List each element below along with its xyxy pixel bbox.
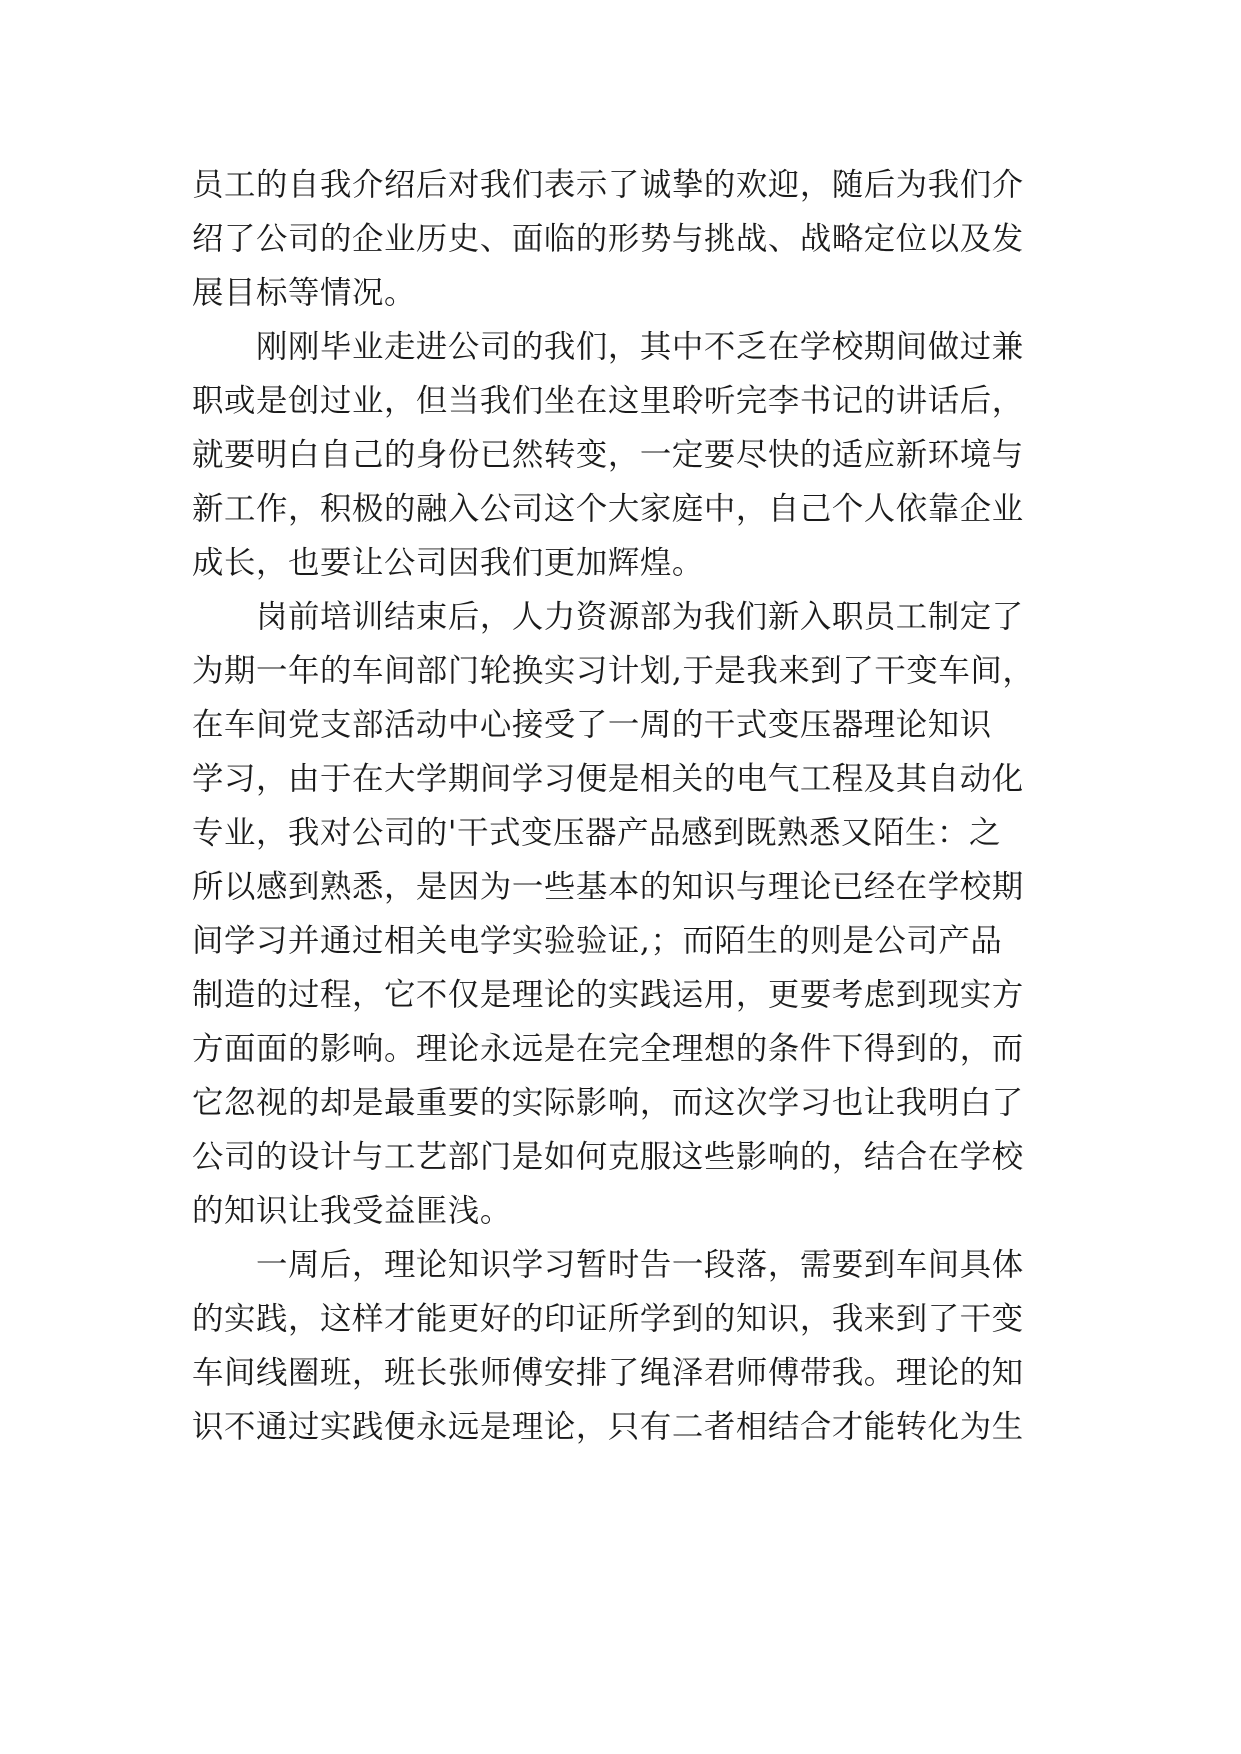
- text-line: 刚刚毕业走进公司的我们，其中不乏在学校期间做过兼: [192, 329, 1024, 365]
- text-line: 它忽视的却是最重要的实际影响，而这次学习也让我明白了: [192, 1085, 1024, 1121]
- text-line: 岗前培训结束后，人力资源部为我们新入职员工制定了: [192, 599, 1024, 635]
- text-line: 的实践，这样才能更好的印证所学到的知识，我来到了干变: [192, 1301, 1024, 1337]
- text-line: 方面面的影响。理论永远是在完全理想的条件下得到的，而: [192, 1031, 1024, 1067]
- text-line: 新工作，积极的融入公司这个大家庭中，自己个人依靠企业: [192, 491, 1024, 527]
- text-line: 识不通过实践便永远是理论，只有二者相结合才能转化为生: [192, 1409, 1024, 1445]
- text-line: 为期一年的车间部门轮换实习计划,于是我来到了干变车间，: [192, 653, 1035, 689]
- text-line: 就要明白自己的身份已然转变，一定要尽快的适应新环境与: [192, 437, 1024, 473]
- text-line: 展目标等情况。: [192, 275, 416, 311]
- text-line: 车间线圈班，班长张师傅安排了绳泽君师傅带我。理论的知: [192, 1355, 1024, 1391]
- text-line: 成长，也要让公司因我们更加辉煌。: [192, 545, 704, 581]
- text-line: 员工的自我介绍后对我们表示了诚挚的欢迎，随后为我们介: [192, 167, 1024, 203]
- text-line: 制造的过程，它不仅是理论的实践运用，更要考虑到现实方: [192, 977, 1024, 1013]
- text-line: 间学习并通过相关电学实验验证,；而陌生的则是公司产品: [192, 923, 1003, 959]
- text-line: 学习，由于在大学期间学习便是相关的电气工程及其自动化: [192, 761, 1024, 797]
- text-line: 公司的设计与工艺部门是如何克服这些影响的，结合在学校: [192, 1139, 1024, 1175]
- text-line: 专业，我对公司的'干式变压器产品感到既熟悉又陌生：之: [192, 815, 1001, 851]
- text-line: 的知识让我受益匪浅。: [192, 1193, 512, 1229]
- text-line: 一周后，理论知识学习暂时告一段落，需要到车间具体: [192, 1247, 1024, 1283]
- text-line: 职或是创过业，但当我们坐在这里聆听完李书记的讲话后，: [192, 383, 1024, 419]
- text-line: 绍了公司的企业历史、面临的形势与挑战、战略定位以及发: [192, 221, 1024, 257]
- text-line: 所以感到熟悉，是因为一些基本的知识与理论已经在学校期: [192, 869, 1024, 905]
- text-line: 在车间党支部活动中心接受了一周的干式变压器理论知识: [192, 707, 992, 743]
